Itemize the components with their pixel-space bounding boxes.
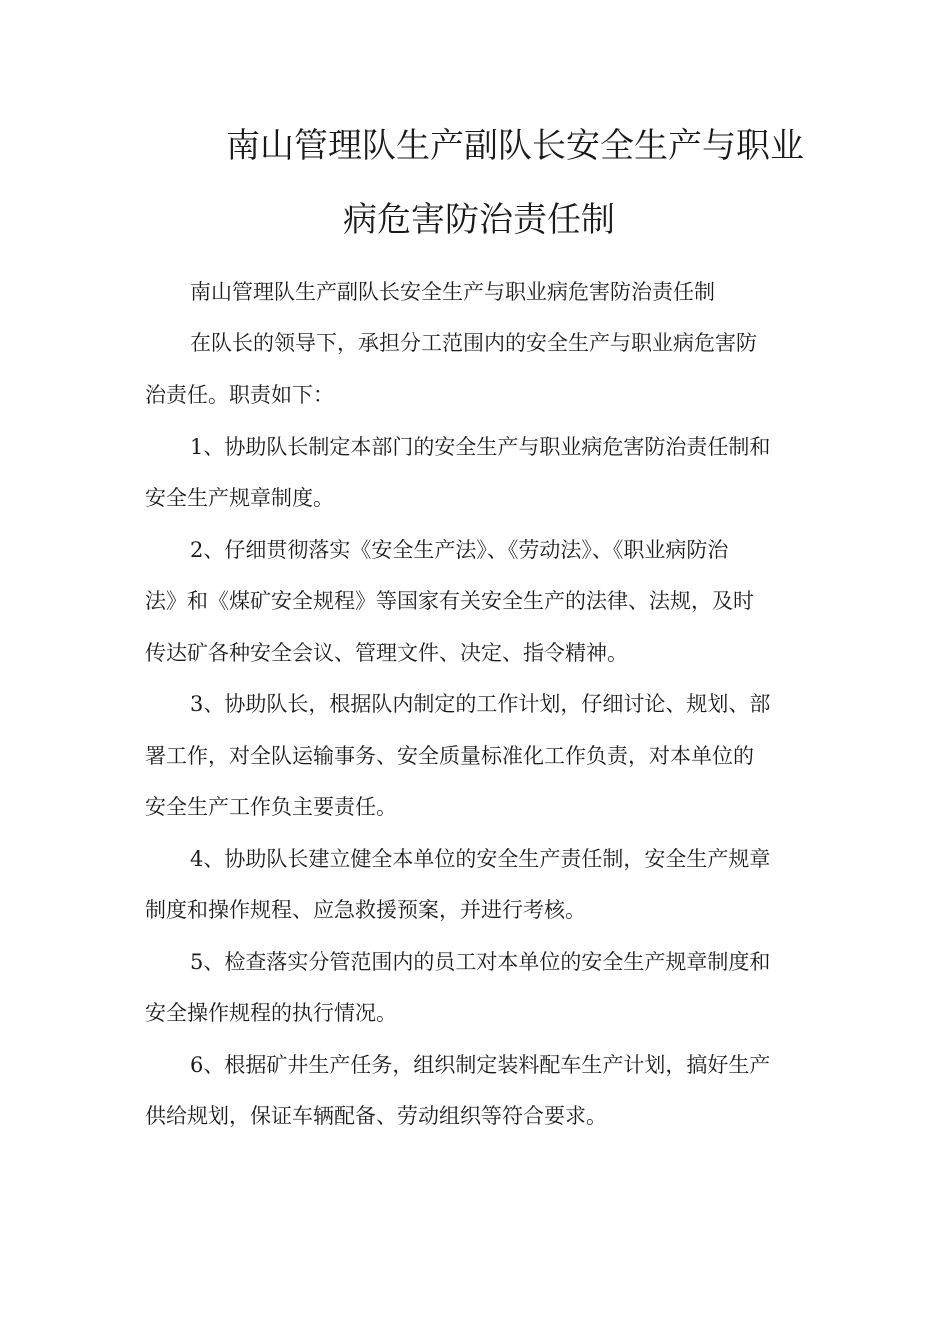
item-3-line-3: 安全生产工作负主要责任。 xyxy=(145,795,397,819)
item-6-line-1: 6、根据矿井生产任务，组织制定装料配车生产计划，搞好生产 xyxy=(190,1053,771,1077)
item-2-line-1: 2、仔细贯彻落实《安全生产法》、《劳动法》、《职业病防治 xyxy=(190,538,729,562)
item-5-line-2: 安全操作规程的执行情况。 xyxy=(145,1001,397,1025)
item-5-line-1: 5、检查落实分管范围内的员工对本单位的安全生产规章制度和 xyxy=(190,950,771,974)
item-3-line-2: 署工作，对全队运输事务、安全质量标准化工作负责，对本单位的 xyxy=(145,744,754,768)
document-subtitle: 南山管理队生产副队长安全生产与职业病危害防治责任制 xyxy=(190,280,715,304)
document-title-line-2: 病危害防治责任制 xyxy=(343,200,615,240)
item-2-line-2: 法》和《煤矿安全规程》等国家有关安全生产的法律、法规，及时 xyxy=(145,589,754,613)
document-title-line-1: 南山管理队生产副队长安全生产与职业 xyxy=(226,126,804,166)
item-2-line-3: 传达矿各种安全会议、管理文件、决定、指令精神。 xyxy=(145,641,628,665)
item-1-line-2: 安全生产规章制度。 xyxy=(145,486,334,510)
item-6-line-2: 供给规划，保证车辆配备、劳动组织等符合要求。 xyxy=(145,1104,607,1128)
item-1-line-1: 1、协助队长制定本部门的安全生产与职业病危害防治责任制和 xyxy=(190,435,771,459)
intro-paragraph-line-2: 治责任。职责如下： xyxy=(145,383,334,407)
item-3-line-1: 3、协助队长，根据队内制定的工作计划，仔细讨论、规划、部 xyxy=(190,692,771,716)
intro-paragraph-line-1: 在队长的领导下，承担分工范围内的安全生产与职业病危害防 xyxy=(190,331,757,355)
item-4-line-2: 制度和操作规程、应急救援预案，并进行考核。 xyxy=(145,898,586,922)
item-4-line-1: 4、协助队长建立健全本单位的安全生产责任制，安全生产规章 xyxy=(190,847,771,871)
